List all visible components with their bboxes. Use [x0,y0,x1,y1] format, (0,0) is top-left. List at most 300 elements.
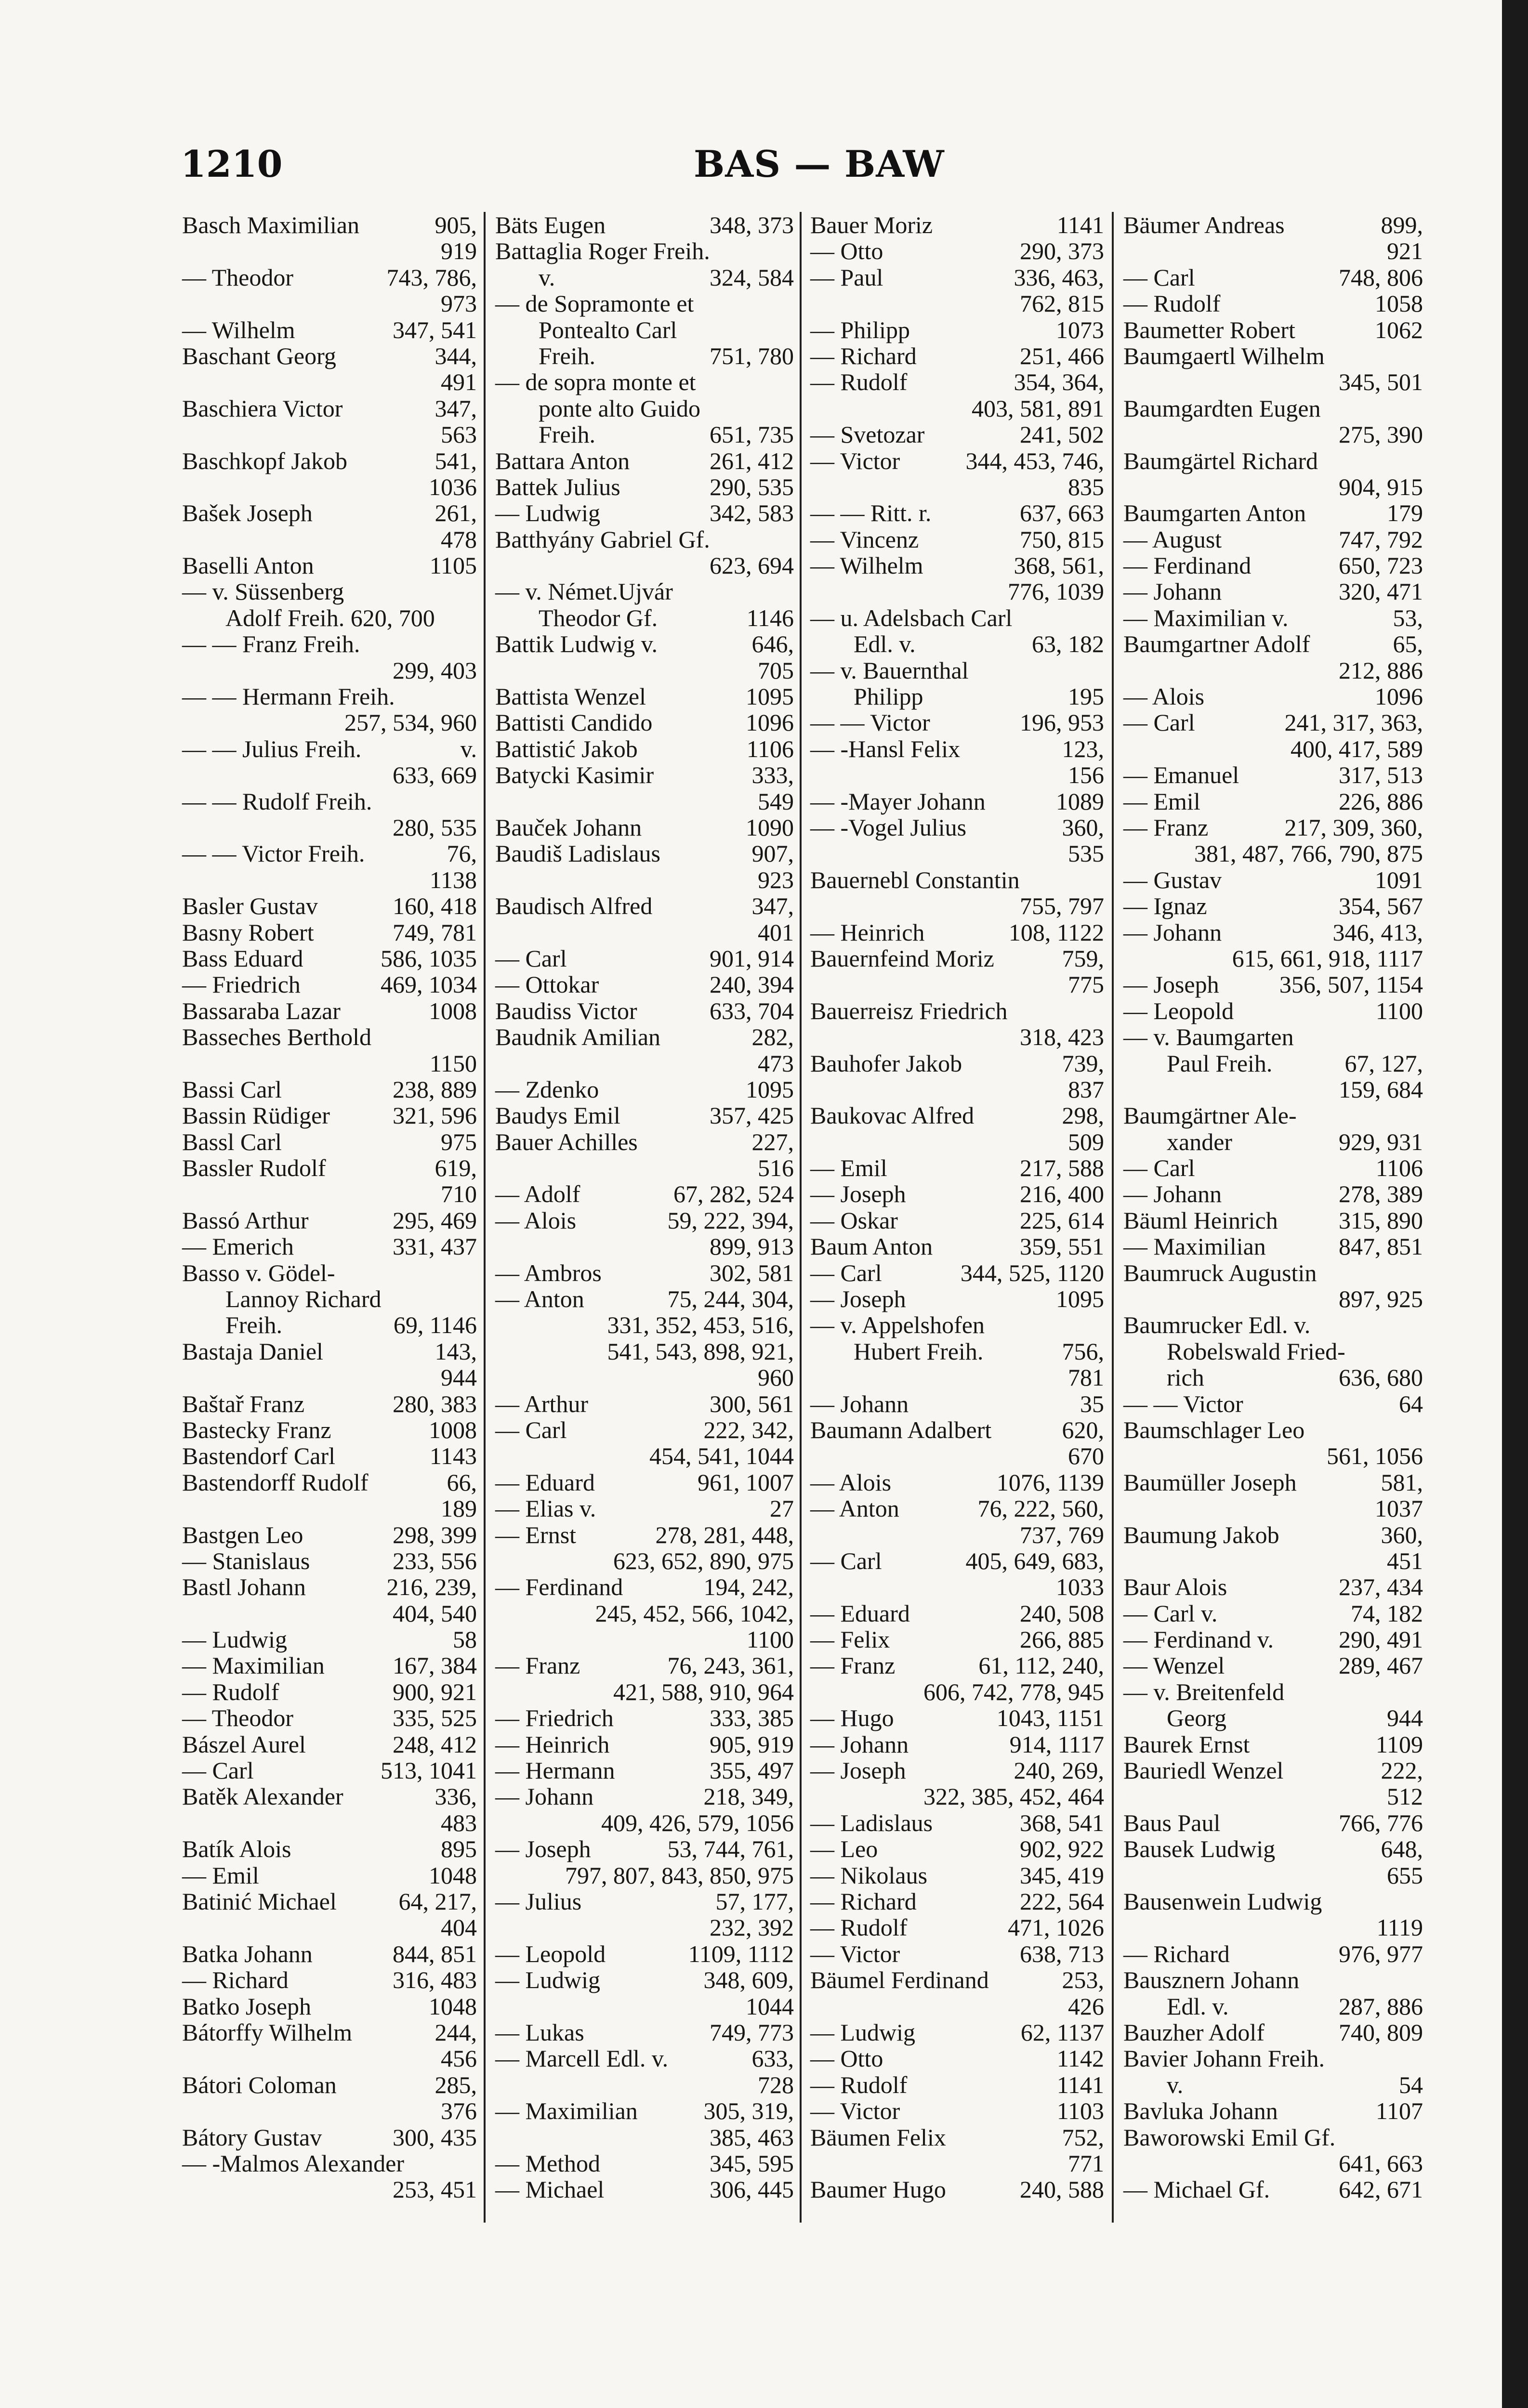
index-entry [810,395,1104,421]
index-entry [810,893,1104,919]
index-entry [810,998,1104,1024]
entry-name: Baschkopf Jakob [182,447,347,474]
index-entry [495,1993,794,2019]
entry-pages: 160, 418 [393,892,477,920]
entry-name: Baum Anton [810,1233,933,1260]
entry-name: — Anton [495,1285,584,1313]
index-entry [1123,1312,1423,1338]
index-entry [810,1836,1104,1862]
entry-pages: 1073 [1056,316,1104,343]
index-entry [495,657,794,683]
index-entry [182,1548,477,1574]
index-entry [1123,474,1423,500]
entry-name: Bauer Achilles [495,1128,638,1155]
entry-name: Bauernebl Constantin [810,866,1020,893]
entry-name: — Rudolf [810,368,908,396]
entry-pages: 491 [441,368,477,396]
index-entry [810,238,1104,264]
index-entry [1123,1548,1423,1574]
entry-pages: 471, 1026 [1008,1914,1104,1941]
index-entry [1123,1967,1423,1993]
entry-pages: 426 [1068,1992,1104,2020]
entry-name: Batinić Michael [182,1888,337,1915]
entry-pages: 1106 [1375,1154,1423,1182]
entry-pages: 1043, 1151 [996,1704,1104,1732]
index-entry [495,840,794,866]
index-entry [182,1967,477,1993]
entry-name: — Carl [1123,709,1195,736]
entry-pages: 902, 922 [1020,1835,1104,1863]
entry-pages: 759, [1062,944,1104,972]
entry-name: Freih. [225,1311,283,1339]
index-entry [810,1862,1104,1888]
entry-name: — Nikolaus [810,1861,928,1889]
entry-name: Bavier Johann Freih. [1123,2045,1325,2072]
index-entry [495,631,794,657]
entry-pages: 354, 567 [1339,892,1423,920]
entry-name: Bäumer Andreas [1123,211,1285,238]
index-entry [1123,238,1423,264]
entry-name: — — Victor [1123,1390,1243,1417]
index-entry [182,1312,477,1338]
index-entry [182,1731,477,1757]
index-entry [1123,1024,1423,1050]
entry-pages: 944 [1387,1704,1423,1732]
entry-pages: 331, 437 [393,1233,477,1260]
entry-pages: 76, 222, 560, [977,1495,1104,1522]
entry-name: Bassi Carl [182,1075,282,1103]
index-entry [810,657,1104,683]
entry-pages: 1076, 1139 [996,1468,1104,1496]
entry-name: — Carl [495,1416,567,1443]
entry-pages: 1089 [1056,787,1104,815]
entry-pages: 454, 541, 1044 [649,1442,794,1470]
entry-name: — v. Baumgarten [1123,1023,1294,1051]
index-entry [810,945,1104,971]
index-entry [495,264,794,290]
entry-pages: 159, 684 [1339,1075,1423,1103]
entry-pages: 921 [1387,237,1423,265]
entry-name: Baumüller Joseph [1123,1468,1297,1496]
entry-name: Bátori Coloman [182,2071,337,2098]
index-entry [1123,2019,1423,2045]
index-entry [495,736,794,762]
entry-name: Baumgärtel Richard [1123,447,1318,474]
index-entry [182,1862,477,1888]
entry-name: Philipp [854,683,923,710]
index-entry [495,788,794,814]
index-entry [495,1626,794,1652]
index-entry [1123,2124,1423,2150]
index-entry [495,238,794,264]
entry-pages: 762, 815 [1020,290,1104,317]
index-entry [810,1731,1104,1757]
entry-pages: 1106 [746,735,794,762]
entry-pages: 541, [435,447,477,474]
entry-name: Baumgarten Anton [1123,499,1306,527]
entry-name: — v. Német.Ujvár [495,578,673,605]
entry-pages: 509 [1068,1128,1104,1155]
index-entry [1123,1652,1423,1678]
entry-name: Bauhofer Jakob [810,1049,962,1077]
index-entry [1123,971,1423,997]
entry-pages: 302, 581 [710,1259,794,1286]
entry-name: Robelswald Fried- [1167,1337,1345,1365]
index-entry [1123,1391,1423,1417]
entry-pages: 756, [1062,1337,1104,1365]
entry-pages: 650, 723 [1339,552,1423,579]
entry-pages: 59, 222, 394, [667,1206,794,1234]
entry-name: — u. Adelsbach Carl [810,604,1013,631]
index-entry [1123,1286,1423,1312]
entry-name: Bastgen Leo [182,1521,303,1548]
entry-pages: 347, [435,394,477,422]
entry-pages: 1048 [429,1861,477,1889]
index-entry [182,2176,477,2202]
column-divider [1112,212,1114,2223]
entry-pages: 63, 182 [1032,630,1104,658]
entry-pages: 581, [1381,1468,1423,1496]
entry-name: — v. Appelshofen [810,1311,985,1339]
entry-pages: 929, 931 [1339,1128,1423,1155]
entry-name: — -Mayer Johann [810,787,986,815]
index-entry [182,1914,477,1940]
entry-pages: 156 [1068,761,1104,789]
index-entry [810,1888,1104,1914]
entry-pages: 290, 491 [1339,1626,1423,1653]
entry-pages: 54 [1399,2071,1423,2098]
entry-name: — Ludwig [495,499,601,527]
index-entry [495,1260,794,1286]
entry-name: Bassl Carl [182,1128,282,1155]
index-entry [182,1783,477,1809]
entry-name: Baumgardten Eugen [1123,394,1321,422]
index-entry [1123,1469,1423,1495]
entry-name: — v. Bauernthal [810,656,969,684]
entry-pages: 289, 467 [1339,1652,1423,1679]
entry-name: Bausenwein Ludwig [1123,1888,1322,1915]
entry-pages: 347, 541 [393,316,477,343]
entry-name: — Emil [182,1861,259,1889]
entry-name: Basch Maximilian [182,211,359,238]
index-entry [182,343,477,369]
entry-name: — Johann [1123,918,1222,946]
entry-name: Bäumen Felix [810,2123,946,2151]
entry-pages: 740, 809 [1339,2018,1423,2046]
entry-name: — v. Süssenberg [182,578,344,605]
entry-pages: 961, 1007 [698,1468,794,1496]
entry-pages: 189 [441,1495,477,1522]
entry-pages: 739, [1062,1049,1104,1077]
entry-pages: 1141 [1056,2071,1104,2098]
entry-name: — Victor [810,1940,900,1967]
index-entry [810,1364,1104,1390]
index-entry [495,474,794,500]
index-entry [810,290,1104,316]
index-entry [182,919,477,945]
entry-pages: 516 [758,1154,794,1182]
entry-pages: 771 [1068,2149,1104,2177]
entry-pages: 345, 501 [1339,368,1423,396]
entry-name: — Hugo [810,1704,894,1732]
index-entry [495,500,794,526]
entry-name: Bátorffy Wilhelm [182,2018,353,2046]
entry-name: Battara Anton [495,447,630,474]
index-entry [1123,1757,1423,1783]
entry-pages: 212, 886 [1339,656,1423,684]
entry-pages: 237, 434 [1339,1573,1423,1601]
index-entry [810,709,1104,735]
index-entry [810,1600,1104,1626]
entry-pages: 194, 242, [703,1573,794,1601]
entry-name: — Wilhelm [810,552,923,579]
entry-pages: 300, 561 [710,1390,794,1417]
entry-pages: 253, [1062,1966,1104,1994]
entry-pages: 619, [435,1154,477,1182]
entry-pages: 317, 513 [1339,761,1423,789]
entry-name: Bassaraba Lazar [182,997,341,1024]
index-entry [182,317,477,343]
index-entry [182,1941,477,1967]
index-entry [182,2045,477,2071]
index-entry [182,526,477,552]
index-entry [495,1914,794,1940]
entry-pages: 76, [447,840,477,867]
entry-pages: 348, 609, [703,1966,794,1994]
index-entry [1123,998,1423,1024]
entry-name: Baselli Anton [182,552,314,579]
entry-pages: 899, [1381,211,1423,238]
entry-name: Lannoy Richard [225,1285,382,1313]
index-entry [810,1286,1104,1312]
index-entry [810,1024,1104,1050]
entry-pages: 620, [1062,1416,1104,1443]
entry-name: Bátory Gustav [182,2123,322,2151]
entry-name: Baus Paul [1123,1809,1221,1836]
entry-name: — — Rudolf Freih. [182,787,372,815]
entry-name: — — Hermann Freih. [182,683,395,710]
index-entry [1123,1914,1423,1940]
entry-pages: 67, 282, 524 [673,1180,794,1208]
entry-name: Baumrucker Edl. v. [1123,1311,1311,1339]
index-entry [810,1207,1104,1233]
entry-name: — Johann [810,1730,909,1758]
index-entry [1123,1810,1423,1836]
entry-name: — Johann [1123,578,1222,605]
index-entry [495,290,794,316]
index-entry [495,1129,794,1155]
entry-name: — Emil [810,1154,887,1182]
index-entry [495,2072,794,2098]
entry-pages: 241, 317, 363, [1284,709,1423,736]
index-entry [1123,1731,1423,1757]
entry-name: Bastecky Franz [182,1416,331,1443]
entry-pages: 648, [1381,1835,1423,1863]
entry-name: Battisti Candido [495,709,653,736]
entry-pages: 333, 385 [710,1704,794,1732]
entry-pages: 1036 [429,473,477,500]
entry-pages: 633, 704 [710,997,794,1024]
entry-pages: 238, 889 [393,1075,477,1103]
entry-pages: 298, 399 [393,1521,477,1548]
index-entry [495,762,794,788]
entry-pages: 633, [751,2045,794,2072]
index-entry [810,1076,1104,1102]
entry-pages: v. [460,735,477,762]
entry-name: Baumann Adalbert [810,1416,992,1443]
entry-name: Edl. v. [854,630,916,658]
entry-name: — Franz [495,1652,580,1679]
entry-name: — Emil [1123,787,1200,815]
index-entry [495,893,794,919]
entry-pages: 973 [441,290,477,317]
entry-name: — Ludwig [182,1626,288,1653]
entry-name: v. [1167,2071,1184,2098]
index-entry [182,2124,477,2150]
entry-pages: 1095 [746,1075,794,1103]
index-entry [810,1783,1104,1809]
entry-pages: 512 [1387,1783,1423,1810]
index-entry [182,1207,477,1233]
index-entry [182,736,477,762]
entry-pages: 1142 [1056,2045,1104,2072]
index-entry [1123,2045,1423,2071]
entry-pages: 651, 735 [710,421,794,448]
entry-pages: 381, 487, 766, 790, 875 [1194,840,1423,867]
index-entry [182,1024,477,1050]
entry-pages: 318, 423 [1020,1023,1104,1051]
entry-name: — Rudolf [182,1678,279,1705]
entry-pages: 478 [441,525,477,553]
index-entry [1123,264,1423,290]
index-entry [810,1757,1104,1783]
entry-pages: 290, 373 [1020,237,1104,265]
index-entry [495,1391,794,1417]
index-entry [810,264,1104,290]
index-entry [1123,2150,1423,2176]
entry-name: — Felix [810,1626,890,1653]
index-entry [495,1364,794,1390]
entry-pages: 900, 921 [393,1678,477,1705]
index-entry [495,1102,794,1128]
index-entry [182,631,477,657]
entry-pages: 483 [441,1809,477,1836]
entry-name: — Gustav [1123,866,1222,893]
index-entry [495,1155,794,1181]
entry-pages: 563 [441,421,477,448]
entry-name: — Theodor [182,263,293,291]
index-entry [182,945,477,971]
index-entry [495,1941,794,1967]
entry-pages: 348, 373 [710,211,794,238]
entry-pages: 513, 1041 [381,1757,477,1784]
page-edge-shadow [1502,0,1528,2408]
entry-name: Bassler Rudolf [182,1154,326,1182]
entry-pages: 27 [770,1495,794,1522]
entry-name: — Richard [182,1966,289,1994]
entry-pages: 345, 595 [710,2149,794,2177]
entry-pages: 1109, 1112 [688,1940,794,1967]
entry-name: Baumgaertl Wilhelm [1123,342,1325,369]
index-entry [1123,814,1423,840]
index-entry [810,1548,1104,1574]
entry-name: — Maximilian [1123,1233,1266,1260]
index-entry [810,1233,1104,1259]
index-entry [810,2176,1104,2202]
index-entry [810,1626,1104,1652]
entry-pages: 405, 649, 683, [965,1547,1104,1574]
index-entry [810,1914,1104,1940]
index-entry [810,2098,1104,2124]
entry-pages: 1150 [429,1049,477,1077]
entry-name: — Ludwig [810,2018,916,2046]
index-entry [182,1679,477,1705]
entry-pages: 321, 596 [393,1102,477,1129]
index-entry [1123,526,1423,552]
index-entry [1123,840,1423,866]
index-entry [810,631,1104,657]
entry-pages: 710 [441,1180,477,1208]
entry-name: Bauer Moriz [810,211,933,238]
entry-pages: 473 [758,1049,794,1077]
entry-pages: 976, 977 [1339,1940,1423,1967]
entry-name: Battik Ludwig v. [495,630,658,658]
entry-pages: 421, 588, 910, 964 [613,1678,794,1705]
index-entry [182,1233,477,1259]
entry-name: Battista Wenzel [495,683,646,710]
index-entry [495,552,794,578]
index-entry [810,1260,1104,1286]
entry-name: — Lukas [495,2018,584,2046]
index-entry [810,683,1104,709]
entry-pages: 404 [441,1914,477,1941]
entry-name: — Vincenz [810,525,919,553]
entry-pages: 755, 797 [1020,892,1104,920]
index-entry [810,578,1104,604]
index-entry [1123,2098,1423,2124]
entry-pages: 586, 1035 [381,944,477,972]
index-entry [810,1338,1104,1364]
entry-name: Bäumel Ferdinand [810,1966,989,1994]
index-entry [495,709,794,735]
index-entry [810,369,1104,395]
entry-name: — Carl v. [1123,1599,1218,1627]
index-entry [1123,1129,1423,1155]
entry-pages: 638, 713 [1020,1940,1104,1967]
index-entry [182,1338,477,1364]
entry-name: Basseches Berthold [182,1023,371,1051]
entry-pages: 232, 392 [710,1914,794,1941]
entry-name: Bauernfeind Moriz [810,944,994,972]
entry-name: — Johann [495,1783,594,1810]
entry-name: Bastaja Daniel [182,1337,323,1365]
entry-pages: 775 [1068,971,1104,998]
entry-name: — de sopra monte et [495,368,696,396]
index-entry [1123,1626,1423,1652]
entry-name: — v. Breitenfeld [1123,1678,1285,1705]
entry-name: Batycki Kasimir [495,761,654,789]
index-entry [1123,1783,1423,1809]
index-entry [495,1443,794,1469]
entry-pages: 409, 426, 579, 1056 [601,1809,794,1836]
entry-pages: 1095 [746,683,794,710]
entry-pages: 752, [1062,2123,1104,2151]
index-entry [182,2098,477,2124]
entry-name: — Joseph [810,1285,906,1313]
index-entry [182,290,477,316]
entry-name: — Ferdinand [495,1573,623,1601]
entry-pages: 360, [1062,813,1104,841]
